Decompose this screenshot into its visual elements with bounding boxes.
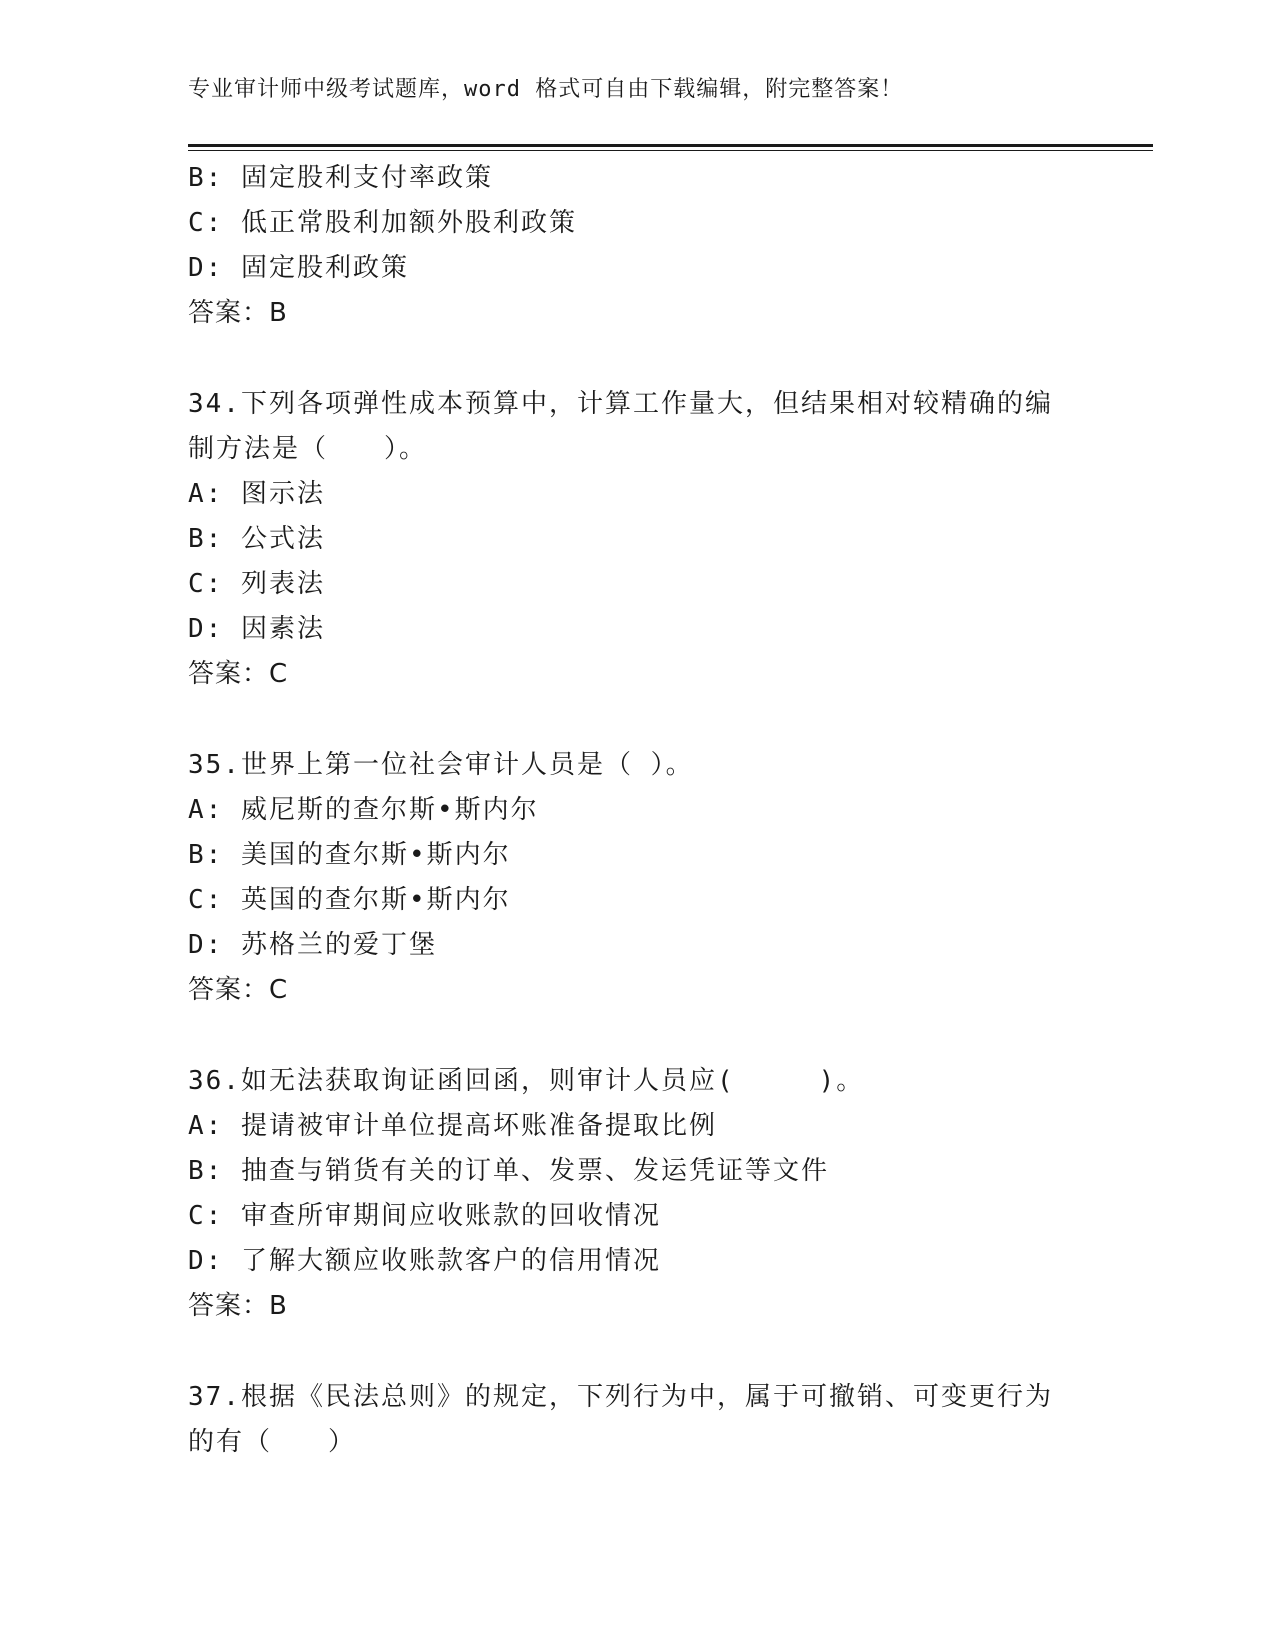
option-d: D: 固定股利政策 [188, 253, 409, 283]
answer-line: 答案：C [188, 975, 289, 1005]
option-a: A: 图示法 [188, 479, 325, 509]
option-a: A: 威尼斯的查尔斯•斯内尔 [188, 795, 539, 825]
question-35 [188, 743, 1068, 1013]
option-d: D: 苏格兰的爱丁堡 [188, 930, 437, 960]
question-stem: 35.世界上第一位社会审计人员是（ ）。 [188, 750, 694, 780]
option-d: D: 了解大额应收账款客户的信用情况 [188, 1246, 661, 1276]
question-stem-continued: 的有（ ） [188, 1427, 357, 1457]
option-b: B: 美国的查尔斯•斯内尔 [188, 840, 511, 870]
option-c: C: 审查所审期间应收账款的回收情况 [188, 1201, 661, 1231]
header-text: 专业审计师中级考试题库，word 格式可自由下载编辑，附完整答案！ [188, 77, 904, 102]
option-c: C: 列表法 [188, 569, 325, 599]
option-c: C: 英国的查尔斯•斯内尔 [188, 885, 511, 915]
spacer [188, 336, 1068, 382]
question-34 [188, 382, 1068, 697]
option-b: B: 抽查与销货有关的订单、发票、发运凭证等文件 [188, 1156, 829, 1186]
question-stem-continued: 制方法是（ ）。 [188, 434, 428, 464]
question-content [188, 156, 1068, 1465]
option-b: B: 公式法 [188, 524, 325, 554]
option-d: D: 因素法 [188, 614, 325, 644]
answer-line: 答案：B [188, 298, 288, 328]
spacer [188, 697, 1068, 743]
answer-line: 答案：B [188, 1291, 288, 1321]
question-stem: 36.如无法获取询证函回函，则审计人员应( )。 [188, 1066, 865, 1096]
header-divider-thick [188, 144, 1153, 147]
spacer [188, 1013, 1068, 1059]
answer-line: 答案：C [188, 659, 289, 689]
option-a: A: 提请被审计单位提高坏账准备提取比例 [188, 1111, 717, 1141]
question-stem: 34.下列各项弹性成本预算中，计算工作量大，但结果相对较精确的编 [188, 389, 1053, 419]
question-36 [188, 1059, 1068, 1329]
question-stem: 37.根据《民法总则》的规定，下列行为中，属于可撤销、可变更行为 [188, 1382, 1053, 1412]
question-37 [188, 1375, 1068, 1465]
option-b: B: 固定股利支付率政策 [188, 163, 493, 193]
header-divider-thin [188, 150, 1153, 151]
spacer [188, 1329, 1068, 1375]
option-c: C: 低正常股利加额外股利政策 [188, 208, 577, 238]
question-33-tail [188, 156, 1068, 336]
